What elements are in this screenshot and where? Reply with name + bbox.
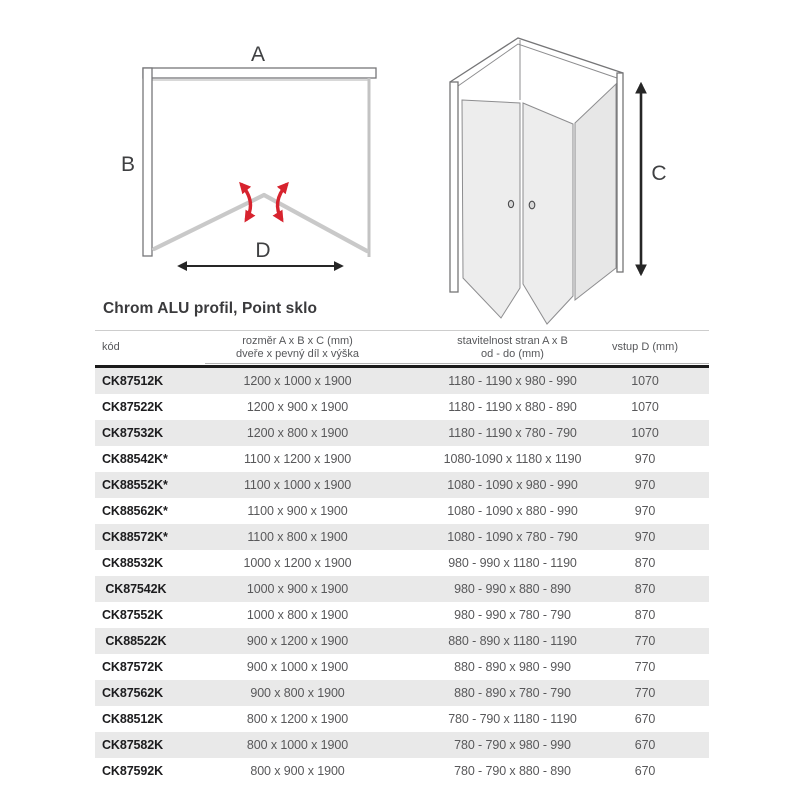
cell-rozmer: 800 x 900 x 1900 xyxy=(250,764,345,778)
cell-kod: CK87552K xyxy=(102,608,164,622)
shower-topview-diagram xyxy=(100,33,390,291)
roof-edge-inner xyxy=(458,44,617,86)
cell-vstup: 1070 xyxy=(631,426,659,440)
cell-rozmer: 1100 x 1200 x 1900 xyxy=(243,452,352,466)
cell-kod: CK87532K xyxy=(102,426,164,440)
cell-vstup: 970 xyxy=(634,530,656,544)
cell-stavitelnost: 1180 - 1190 x 980 - 990 xyxy=(448,374,577,388)
profile-right xyxy=(617,73,623,272)
cell-stavitelnost: 980 - 990 x 1180 - 1190 xyxy=(448,556,577,570)
table-row xyxy=(95,394,709,420)
cell-vstup: 870 xyxy=(634,582,656,596)
cell-stavitelnost: 1080-1090 x 1180 x 1190 xyxy=(443,452,582,466)
cell-rozmer: 1100 x 900 x 1900 xyxy=(247,504,348,518)
cell-stavitelnost: 880 - 890 x 780 - 790 xyxy=(454,686,571,700)
cell-kod: CK88512K xyxy=(102,712,164,726)
wall-left xyxy=(143,68,152,256)
cell-rozmer: 1000 x 900 x 1900 xyxy=(246,582,349,596)
cell-rozmer: 1200 x 800 x 1900 xyxy=(246,426,349,440)
cell-kod: CK88542K* xyxy=(102,452,168,466)
cell-stavitelnost: 1080 - 1090 x 980 - 990 xyxy=(447,478,578,492)
cell-kod: CK87512K xyxy=(102,374,164,388)
cell-vstup: 1070 xyxy=(631,400,659,414)
cell-stavitelnost: 1180 - 1190 x 780 - 790 xyxy=(448,426,577,440)
cell-stavitelnost: 1180 - 1190 x 880 - 890 xyxy=(448,400,577,414)
cell-rozmer: 900 x 1200 x 1900 xyxy=(246,634,349,648)
cell-kod: CK87582K xyxy=(102,738,164,752)
cell-stavitelnost: 1080 - 1090 x 880 - 990 xyxy=(447,504,578,518)
table-row xyxy=(95,732,709,758)
cell-rozmer: 1200 x 1000 x 1900 xyxy=(243,374,352,388)
table-row xyxy=(95,680,709,706)
cell-vstup: 670 xyxy=(634,712,656,726)
door-knob-left xyxy=(508,200,513,207)
dim-label-b: B xyxy=(120,153,136,176)
page-title: Chrom ALU profil, Point sklo xyxy=(103,300,318,317)
dim-label-a: A xyxy=(250,43,266,66)
table-row xyxy=(95,706,709,732)
table-header xyxy=(95,330,709,368)
cell-stavitelnost: 980 - 990 x 880 - 890 xyxy=(454,582,571,596)
table-row xyxy=(95,368,709,394)
cell-rozmer: 1200 x 900 x 1900 xyxy=(246,400,349,414)
roof-edge-outer xyxy=(450,38,623,82)
table-body xyxy=(95,368,709,784)
cell-rozmer: 1100 x 1000 x 1900 xyxy=(243,478,352,492)
cell-kod: CK87592K xyxy=(102,764,164,778)
table-row xyxy=(95,550,709,576)
cell-rozmer: 800 x 1000 x 1900 xyxy=(246,738,349,752)
cell-stavitelnost: 780 - 790 x 1180 - 1190 xyxy=(448,712,577,726)
door-glass-right xyxy=(523,103,573,324)
cell-kod: CK88522K xyxy=(102,634,167,648)
table-row xyxy=(95,498,709,524)
table-row xyxy=(95,420,709,446)
cell-kod: CK88552K* xyxy=(102,478,168,492)
table-row xyxy=(95,628,709,654)
cell-rozmer: 900 x 1000 x 1900 xyxy=(246,660,349,674)
cell-rozmer: 1000 x 1200 x 1900 xyxy=(243,556,352,570)
cell-stavitelnost: 880 - 890 x 1180 - 1190 xyxy=(448,634,577,648)
cell-vstup: 770 xyxy=(634,634,656,648)
cell-kod: CK87542K xyxy=(102,582,167,596)
cell-kod: CK87522K xyxy=(102,400,164,414)
swing-arrow-right xyxy=(278,184,287,220)
door-panel-left xyxy=(154,195,264,249)
profile-left xyxy=(450,82,458,292)
cell-vstup: 1070 xyxy=(631,374,659,388)
cell-vstup: 670 xyxy=(634,764,656,778)
side-glass-panel xyxy=(575,84,616,300)
cell-vstup: 670 xyxy=(634,738,656,752)
table-row xyxy=(95,576,709,602)
table-row xyxy=(95,654,709,680)
cell-vstup: 970 xyxy=(634,452,656,466)
table-row xyxy=(95,446,709,472)
cell-rozmer: 1100 x 800 x 1900 xyxy=(247,530,348,544)
table-row xyxy=(95,602,709,628)
cell-kod: CK88572K* xyxy=(102,530,168,544)
cell-stavitelnost: 780 - 790 x 880 - 890 xyxy=(454,764,571,778)
col-header-vstup: vstup D (mm) xyxy=(612,341,678,354)
cell-kod: CK87572K xyxy=(102,660,164,674)
cell-vstup: 970 xyxy=(634,478,656,492)
cell-stavitelnost: 880 - 890 x 980 - 990 xyxy=(454,660,571,674)
col-header-rozmer: rozměr A x B x C (mm) dveře x pevný díl x výška xyxy=(236,334,359,360)
table-row xyxy=(95,472,709,498)
spec-table xyxy=(95,330,709,784)
cell-vstup: 870 xyxy=(634,608,656,622)
table-row xyxy=(95,758,709,784)
door-knob-right xyxy=(529,201,535,209)
cell-stavitelnost: 780 - 790 x 980 - 990 xyxy=(454,738,571,752)
cell-kod: CK88532K xyxy=(102,556,164,570)
dim-label-d: D xyxy=(255,239,271,262)
cell-kod: CK87562K xyxy=(102,686,164,700)
table-row xyxy=(95,524,709,550)
cell-stavitelnost: 980 - 990 x 780 - 790 xyxy=(454,608,571,622)
cell-rozmer: 1000 x 800 x 1900 xyxy=(246,608,349,622)
cell-rozmer: 900 x 800 x 1900 xyxy=(250,686,345,700)
col-header-stavitelnost: stavitelnost stran A x B od - do (mm) xyxy=(457,334,568,360)
cell-rozmer: 800 x 1200 x 1900 xyxy=(246,712,349,726)
cell-vstup: 770 xyxy=(634,660,656,674)
wall-top xyxy=(143,68,376,78)
cell-vstup: 970 xyxy=(634,504,656,518)
door-panel-right xyxy=(264,195,367,251)
shower-3d-diagram xyxy=(425,8,715,338)
col-header-kod: kód xyxy=(102,341,120,354)
cell-vstup: 870 xyxy=(634,556,656,570)
cell-kod: CK88562K* xyxy=(102,504,168,518)
dim-label-c: C xyxy=(651,162,667,185)
cell-stavitelnost: 1080 - 1090 x 780 - 790 xyxy=(447,530,578,544)
door-glass-left xyxy=(462,100,520,318)
cell-vstup: 770 xyxy=(634,686,656,700)
